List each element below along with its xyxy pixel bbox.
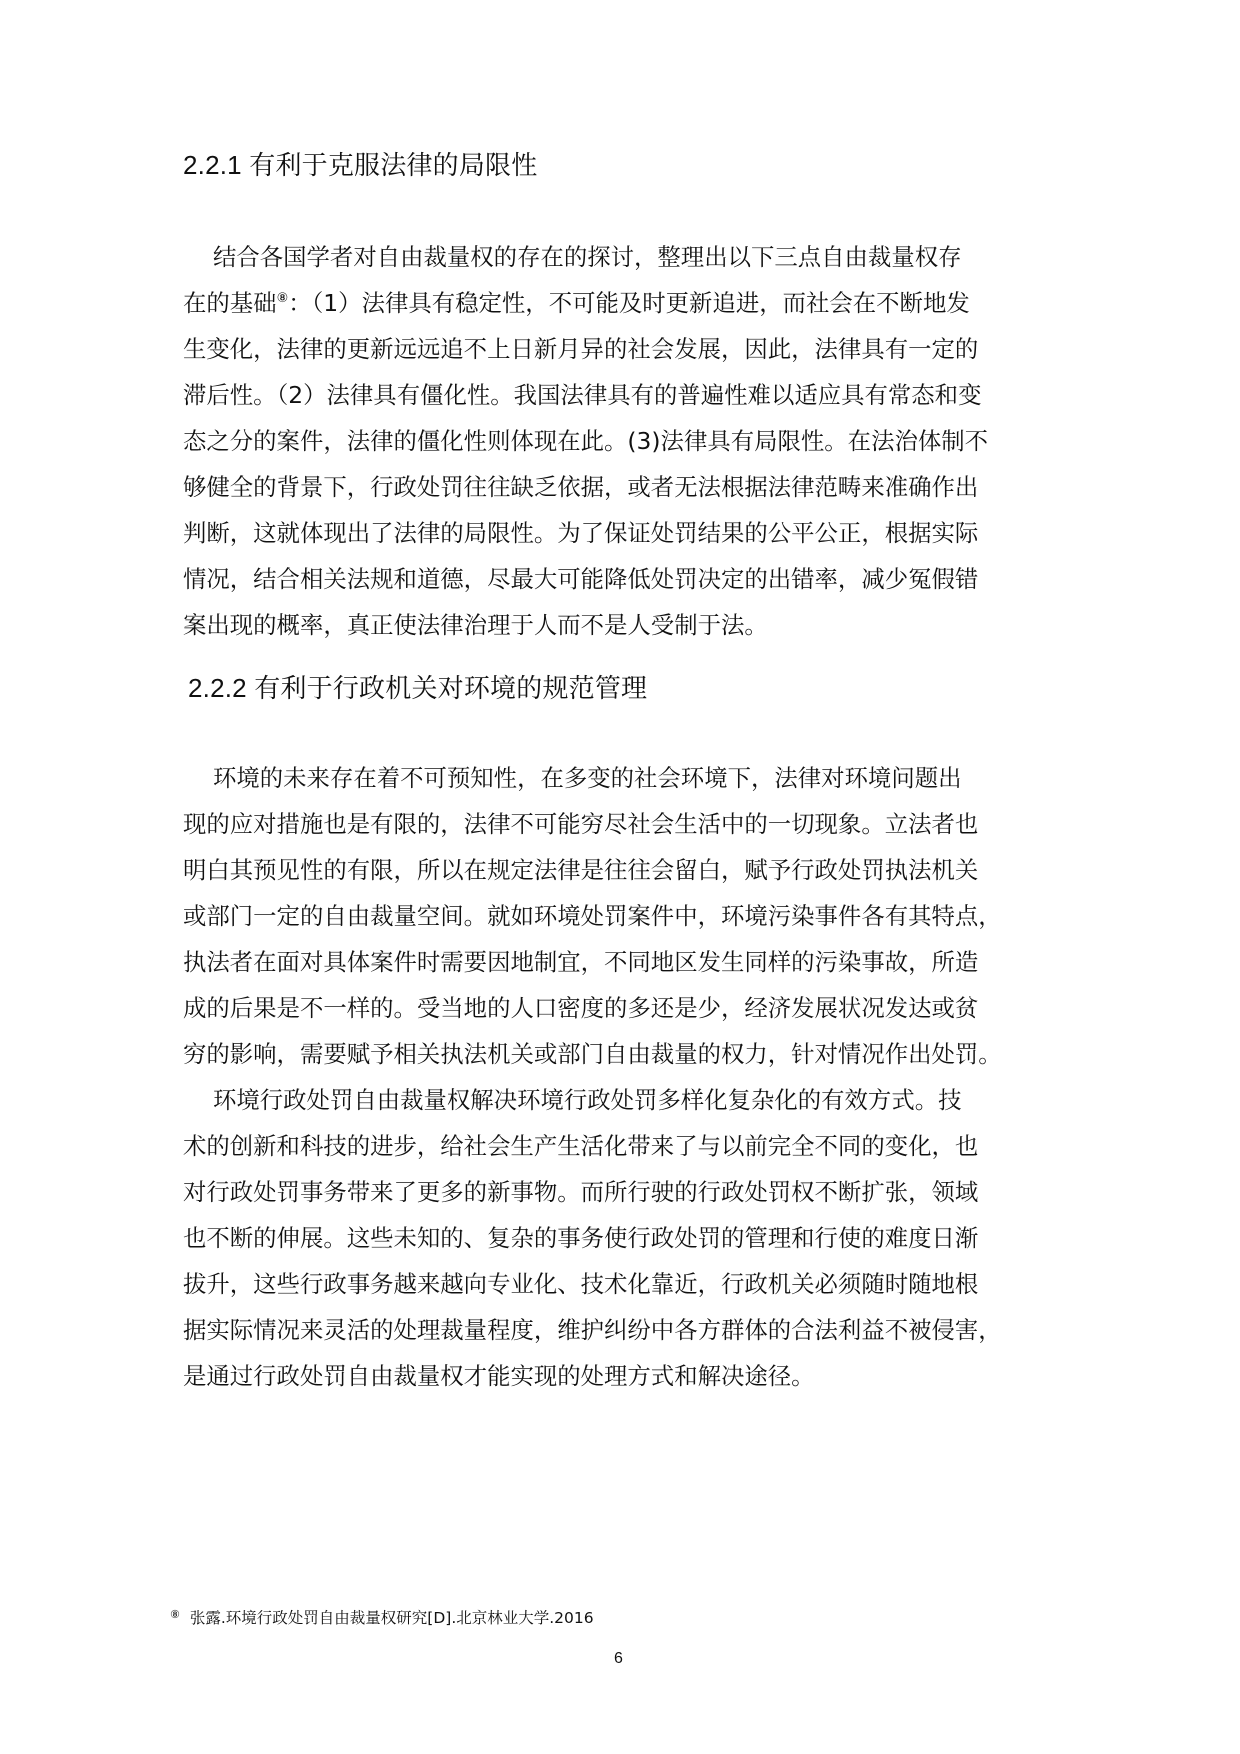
paragraph-line: 穷的影响，需要赋予相关执法机关或部门自由裁量的权力，针对情况作出处罚。 [183,1040,1002,1068]
paragraph-line: 对行政处罚事务带来了更多的新事物。而所行驶的行政处罚权不断扩张，领域 [183,1178,979,1206]
paragraph-line: 明白其预见性的有限，所以在规定法律是往往会留白，赋予行政处罚执法机关 [183,856,979,884]
footnote-text: 张露.环境行政处罚自由裁量权研究[D].北京林业大学.2016 [189,1609,594,1627]
paragraph-line: 案出现的概率，真正使法律治理于人而不是人受制于法。 [183,611,768,639]
section-heading-2-2-1: 2.2.1 有利于克服法律的局限性 [183,150,538,180]
paragraph-line: 够健全的背景下，行政处罚往往缺乏依据，或者无法根据法律范畴来准确作出 [183,473,979,501]
paragraph-line: 是通过行政处罚自由裁量权才能实现的处理方式和解决途径。 [183,1362,815,1390]
footnote-reference[interactable]: ⑧ [276,291,289,306]
footnote-mark: ⑧ [170,1608,180,1621]
paragraph-line: 据实际情况来灵活的处理裁量程度，维护纠纷中各方群体的合法利益不被侵害， [183,1316,1002,1344]
paragraph-line: 或部门一定的自由裁量空间。就如环境处罚案件中，环境污染事件各有其特点， [183,902,1002,930]
paragraph-line: 执法者在面对具体案件时需要因地制宜，不同地区发生同样的污染事故，所造 [183,948,979,976]
paragraph-line: 术的创新和科技的进步，给社会生产生活化带来了与以前完全不同的变化，也 [183,1132,979,1160]
paragraph-line: 判断，这就体现出了法律的局限性。为了保证处罚结果的公平公正，根据实际 [183,519,979,547]
paragraph-line: 成的后果是不一样的。受当地的人口密度的多还是少，经济发展状况发达或贫 [183,994,979,1022]
paragraph-line: 环境的未来存在着不可预知性，在多变的社会环境下，法律对环境问题出 [213,764,962,792]
paragraph-line: 滞后性。（2）法律具有僵化性。我国法律具有的普遍性难以适应具有常态和变 [183,381,982,409]
paragraph-line: 现的应对措施也是有限的，法律不可能穷尽社会生活中的一切现象。立法者也 [183,810,979,838]
paragraph-line: 生变化，法律的更新远远追不上日新月异的社会发展，因此，法律具有一定的 [183,335,979,363]
paragraph-line: 态之分的案件，法律的僵化性则体现在此。(3)法律具有局限性。在法治体制不 [183,427,989,455]
paragraph-line: 结合各国学者对自由裁量权的存在的探讨，整理出以下三点自由裁量权存 [213,243,962,271]
paragraph-text: 在的基础 [183,289,277,317]
paragraph-line [183,288,970,318]
footnote [170,1604,594,1629]
section-heading-2-2-2: 2.2.2 有利于行政机关对环境的规范管理 [188,673,648,703]
paragraph-line: 情况，结合相关法规和道德，尽最大可能降低处罚决定的出错率，减少冤假错 [183,565,979,593]
paragraph-line: 也不断的伸展。这些未知的、复杂的事务使行政处罚的管理和行使的难度日渐 [183,1224,979,1252]
paragraph-text: ：（1）法律具有稳定性，不可能及时更新追进，而社会在不断地发 [288,289,970,317]
paragraph-line: 环境行政处罚自由裁量权解决环境行政处罚多样化复杂化的有效方式。技 [213,1086,962,1114]
page-number: 6 [614,1650,623,1667]
paragraph-line: 拔升，这些行政事务越来越向专业化、技术化靠近，行政机关必须随时随地根 [183,1270,979,1298]
